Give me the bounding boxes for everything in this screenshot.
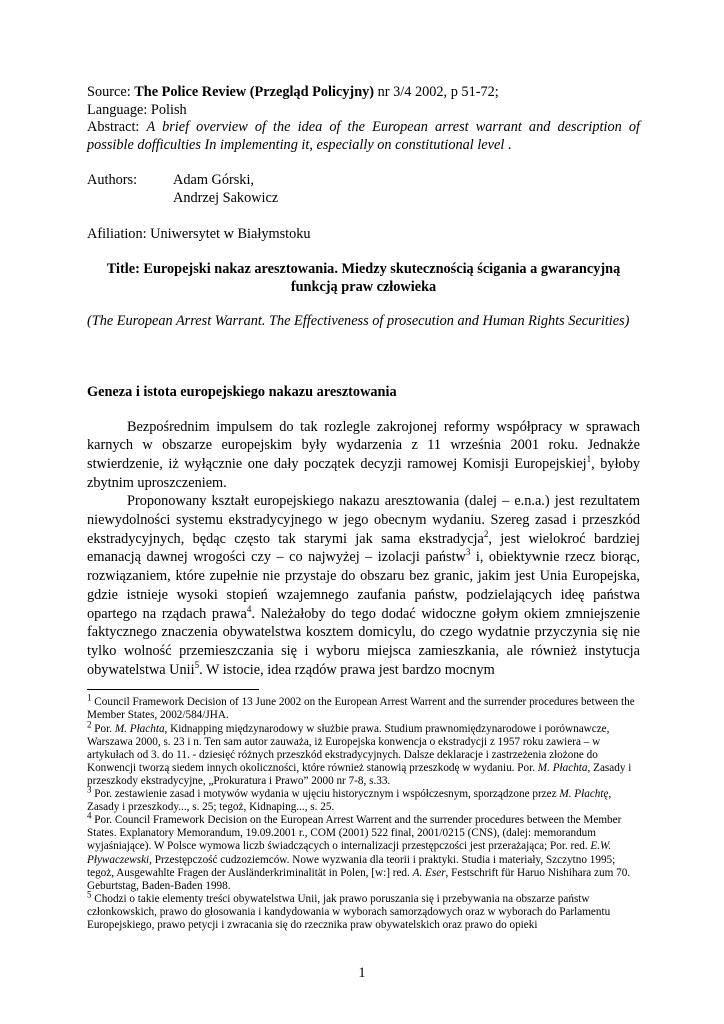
footnote-mark: 1 bbox=[87, 692, 92, 703]
footnote-separator bbox=[87, 689, 259, 690]
paragraph-1 bbox=[87, 418, 640, 493]
paper-title: Title: Europejski nakaz aresztowania. Miedzy skutecznością ścigania a gwarancyjną funkcją praw człowieka bbox=[106, 261, 621, 295]
section-heading: Geneza i istota europejskiego nakazu aresztowania bbox=[87, 383, 397, 400]
language-line: Language: Polish bbox=[87, 101, 187, 118]
source-journal: The Police Review (Przegląd Policyjny) bbox=[134, 84, 375, 100]
footnote-mark: 5 bbox=[87, 889, 92, 900]
authors-row bbox=[87, 172, 640, 207]
footnote-mark: 3 bbox=[87, 784, 92, 795]
authors-names bbox=[173, 172, 278, 207]
footnote-text: Por. zestawienie zasad i motywów wydania w ujęciu historycznym i współczesnym, sporządzone przez bbox=[94, 788, 560, 801]
author-name: Andrzej Sakowicz bbox=[173, 189, 279, 206]
footnote-ref-5: 5 bbox=[194, 659, 200, 670]
author-name: Adam Górski, bbox=[173, 172, 255, 189]
abstract-label: Abstract: bbox=[87, 119, 147, 136]
paragraph-text: Proponowany kształt europejskiego nakazu aresztowania (dalej – e.n.a.) jest rezultatem niewydolności systemu ekstradycyjnego w jego obecnym wydaniu. Szereg zasad i przeszkód ekstradycyjnych, będąc często tak starymi jak sama ekstradycja bbox=[87, 493, 640, 547]
paragraph-text: , byłoby zbytnim uproszczeniem. bbox=[87, 455, 640, 491]
footnote-author: M. Płachta bbox=[537, 761, 588, 774]
footnote-text: , Zasady i przeszkody ekstradycyjne, „Prokuratura i Prawo” 2000 nr 7-8, s.33. bbox=[87, 761, 632, 787]
abstract-line bbox=[87, 119, 640, 154]
paragraph-text: Bezpośrednim impulsem do tak rozlegle zakrojonej reformy współpracy w sprawach karnych w obszarze europejskim były wydarzenia z 11 września 2001 roku. Jednakże stwierdzenie, iż wyłącznie one dały początek decyzji ramowej Komisji Europejskiej bbox=[87, 418, 640, 472]
footnote-text: , Kidnapping międzynarodowy w służbie prawa. Studium prawnomiędzynarodowe i porównawcze, Warszawa 2000, s. 23 i n. Ten sam autor zauważa, iż Europejska konwencja o ekstradycji z 1957 roku zawiera – w artykułach od 3. do 11. - dziesięć różnych przeszkód ekstradycyjnych. Dalsze deklaracje i zastrzeżenia złożone do Konwencji tworzą siedem innych okoliczności, które również stanowią przeszkodę w wydaniu. Por. bbox=[87, 722, 610, 774]
source-details: nr 3/4 2002, p 51-72; bbox=[374, 84, 499, 100]
metadata-block bbox=[87, 84, 640, 243]
paragraph-text: . W istocie, idea rządów prawa jest bardzo mocnym bbox=[199, 661, 495, 678]
authors-label: Authors: bbox=[87, 172, 138, 189]
paragraph-text: i, obiektywnie rzecz biorąc, rozwiązaniem, które zupełnie nie przystaje do obszaru bez granic, jakim jest Unia Europejska, gdzie istnieje wysoki stopień wzajemnego zaufania państw, podzielających ideę państwa opartego na rządach prawa bbox=[87, 549, 640, 622]
paper-subtitle-english: (The European Arrest Warrant. The Effectiveness of prosecution and Human Rights Securities) bbox=[87, 313, 630, 330]
footnote-author: E.W. Pływaczewski bbox=[87, 840, 612, 866]
footnote-text: Por. bbox=[94, 722, 115, 735]
footnote-ref-1: 1 bbox=[586, 454, 592, 465]
footnote-author: M. Płachtę bbox=[559, 788, 609, 801]
footnote-3 bbox=[87, 784, 640, 814]
paragraph-text: . Należałoby do tego dodać widoczne gołym okiem zmniejszenie faktycznego znaczenia obywatelstwa kosztem domicylu, do czego wydatnie przyczynia się nie tylko wolność przemieszczania się i wyboru miejsca zamieszkania, ale również instytucja obywatelstwa Unii bbox=[87, 605, 640, 678]
footnote-1 bbox=[87, 692, 640, 722]
source-line bbox=[87, 84, 640, 102]
paragraph-text: , jest wielokroć bardziej emanacją dawnej wrogości czy – co najwyżej – izolacji państw bbox=[87, 530, 640, 566]
footnote-ref-4: 4 bbox=[246, 603, 252, 614]
footnote-text: Council Framework Decision of 13 June 2002 on the European Arrest Warrent and the surrender procedures between the Member States, 2002/584/JHA. bbox=[87, 696, 635, 722]
footnote-text: , Zasady i przeszkody..., s. 25; tegoż, Kidnaping..., s. 25. bbox=[87, 788, 612, 814]
document-page bbox=[87, 84, 640, 932]
footnote-author: A. Eser bbox=[412, 866, 446, 879]
footnote-4 bbox=[87, 810, 640, 893]
footnotes-block bbox=[87, 692, 640, 932]
footnote-ref-2: 2 bbox=[483, 528, 489, 539]
footnote-author: M. Płachta bbox=[114, 722, 165, 735]
page-number: 1 bbox=[358, 965, 366, 981]
footnote-text: , Przestępczość cudzoziemców. Nowe wyzwania dla teorii i praktyki. Studia i materiały, Szczytno 1995; tegoż, Ausgewahlte Fragen der Ausländerkriminalität in Polen, [w:] red. bbox=[87, 853, 616, 879]
footnote-5 bbox=[87, 889, 640, 932]
footnote-ref-3: 3 bbox=[465, 547, 471, 558]
footnote-text: , Festschrift für Haruo Nishihara zum 70. Geburtstag, Baden-Baden 1998. bbox=[87, 866, 631, 892]
source-label: Source: bbox=[87, 84, 135, 100]
footnote-2 bbox=[87, 718, 640, 788]
abstract-end: . bbox=[504, 136, 512, 153]
footnote-mark: 2 bbox=[87, 718, 92, 729]
abstract-text: A brief overview of the idea of the European arrest warrant and description of possible dofficulties In implementing it, especially on constitutional level bbox=[87, 119, 640, 153]
paragraph-2 bbox=[87, 492, 640, 679]
footnote-text: Por. Council Framework Decision on the European Arrest Warrent and the surrender procedures between the Member States. Explanatory Memorandum, 19.09.2001 r., COM (2001) 522 final, 2001/0215 (CNS), (dalej: memorandum wyjaśniające). W Polsce wymowa liczb świadczących o internalizacji przestępczości jest przerażająca; Por. red. bbox=[87, 814, 622, 853]
footnote-mark: 4 bbox=[87, 810, 92, 821]
footnote-text: Chodzi o takie elementy treści obywatelstwa Unii, jak prawo poruszania się i przebywania na obszarze państw członkowskich, prawo do głosowania i kandydowania w wyborach samorządowych oraz w wyborach do Parlamentu Europejskiego, prawo petycji i zwracania się do rzecznika praw obywatelskich oraz prawo do opieki bbox=[87, 892, 611, 931]
affiliation-line: Afiliation: Uniwersytet w Białymstoku bbox=[87, 225, 311, 242]
